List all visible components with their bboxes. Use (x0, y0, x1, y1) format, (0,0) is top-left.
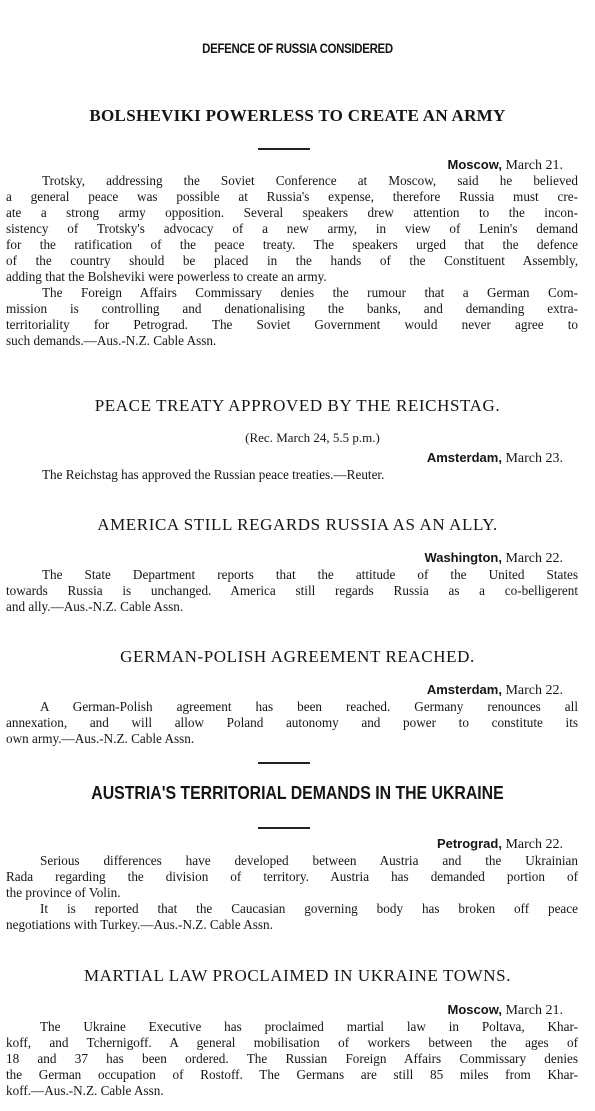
article-line: a general peace was possible at Russia's expense, therefore Russia must cre- (6, 189, 578, 204)
article-line: adding that the Bolsheviki were powerless to create an army. (6, 269, 327, 284)
article-line: Serious differences have developed between Austria and the Ukrainian (40, 853, 578, 868)
article-line: the province of Volin. (6, 885, 121, 900)
headline-german-polish: GERMAN-POLISH AGREEMENT REACHED. (120, 647, 475, 666)
dateline-date: March 22. (505, 837, 563, 852)
dateline-city: Petrograd, (436, 836, 502, 851)
article-line: sistency of Trotsky's advocacy of a new army, in view of Lenin's demand (6, 221, 578, 236)
headline-bolsheviki: BOLSHEVIKI POWERLESS TO CREATE AN ARMY (89, 106, 506, 125)
dateline-city: Moscow, (447, 157, 502, 172)
dateline-city: Moscow, (447, 1002, 502, 1017)
article-line: koff, and Tchernigoff. A general mobilisation of workers between the ages of (6, 1035, 578, 1050)
divider-rule (258, 762, 310, 764)
article-line: mission is controlling and denationalising the banks, and demanding extra- (6, 301, 578, 316)
article-line: the German occupation of Rostoff. The Germans are still 85 miles from Khar- (6, 1067, 578, 1082)
article-line: territoriality for Petrograd. The Soviet Government would never agree to (6, 317, 578, 332)
article-line: own army.—Aus.-N.Z. Cable Assn. (6, 731, 195, 746)
article-line: for the ratification of the peace treaty. The speakers urged that the defence (6, 237, 578, 252)
article-line: It is reported that the Caucasian governing body has broken off peace (40, 901, 578, 916)
dateline-city: Washington, (424, 550, 502, 565)
dateline-date: March 22. (505, 551, 563, 566)
article-line: negotiations with Turkey.—Aus.-N.Z. Cable Assn. (6, 917, 273, 932)
dateline-city: Amsterdam, (426, 682, 502, 697)
article-line: such demands.—Aus.-N.Z. Cable Assn. (6, 333, 217, 348)
article-line: of the country should be placed in the hands of the Constituent Assembly, (6, 253, 578, 268)
dateline-moscow-1 (448, 157, 563, 174)
dateline-washington (424, 550, 563, 567)
article-line: and ally.—Aus.-N.Z. Cable Assn. (6, 599, 184, 614)
headline-reichstag: PEACE TREATY APPROVED BY THE REICHSTAG. (94, 396, 501, 415)
article-line: 18 and 37 has been ordered. The Russian Foreign Affairs Commissary denies (6, 1051, 578, 1066)
article-line: koff.—Aus.-N.Z. Cable Assn. (6, 1083, 164, 1098)
article-line: ate a strong army opposition. Several speakers drew attention to the incon- (6, 205, 578, 220)
article-line: Trotsky, addressing the Soviet Conference at Moscow, said he believed (42, 173, 578, 188)
dateline-date: March 21. (505, 158, 563, 173)
headline-martial-law: MARTIAL LAW PROCLAIMED IN UKRAINE TOWNS. (83, 966, 512, 985)
divider-rule (258, 827, 310, 829)
dateline-date: March 22. (505, 683, 563, 698)
divider-rule (258, 148, 310, 150)
headline-austria: AUSTRIA'S TERRITORIAL DEMANDS IN THE UKRAINE (91, 783, 504, 803)
article-line: The Foreign Affairs Commissary denies the rumour that a German Com- (42, 285, 578, 300)
page-title: DEFENCE OF RUSSIA CONSIDERED (202, 40, 393, 56)
article-line: The Ukraine Executive has proclaimed martial law in Poltava, Khar- (40, 1019, 578, 1034)
article-line: A German-Polish agreement has been reached. Germany renounces all (40, 699, 578, 714)
headline-america: AMERICA STILL REGARDS RUSSIA AS AN ALLY. (97, 515, 498, 534)
dateline-date: March 21. (505, 1003, 563, 1018)
dateline-amsterdam-1 (427, 450, 563, 467)
received-note: (Rec. March 24, 5.5 p.m.) (245, 430, 380, 445)
dateline-city: Amsterdam, (426, 450, 502, 465)
dateline-moscow-2 (448, 1002, 563, 1019)
dateline-amsterdam-2 (427, 682, 563, 699)
article-line: The Reichstag has approved the Russian peace treaties.—Reuter. (42, 467, 385, 482)
article-line: The State Department reports that the attitude of the United States (42, 567, 578, 582)
article-line: towards Russia is unchanged. America still regards Russia as a co-belligerent (6, 583, 578, 598)
article-line: annexation, and will allow Poland autonomy and power to constitute its (6, 715, 578, 730)
dateline-date: March 23. (505, 451, 563, 466)
dateline-petrograd (437, 836, 563, 853)
article-line: Rada regarding the division of territory. Austria has demanded portion of (6, 869, 578, 884)
